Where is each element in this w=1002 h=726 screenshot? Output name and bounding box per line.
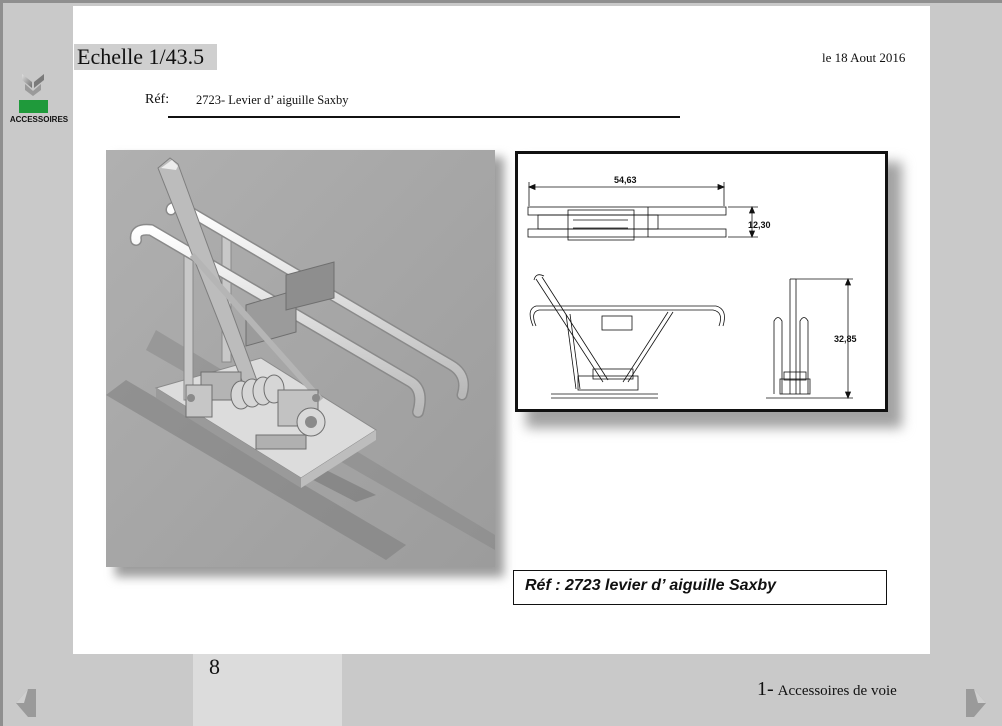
document-date: le 18 Aout 2016 — [822, 50, 906, 65]
technical-drawing — [515, 151, 888, 412]
dimension-height-top-label: 12,30 — [748, 220, 771, 230]
dimension-height-side-label: 32,85 — [834, 334, 857, 344]
logo-label: ACCESSOIRES — [9, 115, 69, 124]
page-title: Echelle 1/43.5 — [74, 44, 217, 70]
page-number-tab — [193, 654, 342, 726]
section-number: 1- — [757, 678, 774, 700]
product-render-image — [106, 150, 495, 567]
ref-label: Réf: — [145, 92, 170, 107]
caption-text: Réf : 2723 levier d’ aiguille Saxby — [525, 577, 777, 594]
caption-box — [513, 570, 887, 605]
arrow-left-icon[interactable] — [10, 686, 38, 720]
arrow-right-icon[interactable] — [964, 686, 992, 720]
section-name: Accessoires de voie — [777, 683, 897, 699]
page-number: 8 — [209, 654, 220, 679]
ref-underline — [168, 116, 680, 118]
section-title — [757, 678, 897, 701]
dimension-width-label: 54,63 — [614, 175, 637, 185]
ref-value: 2723- Levier d’ aiguille Saxby — [196, 93, 349, 107]
